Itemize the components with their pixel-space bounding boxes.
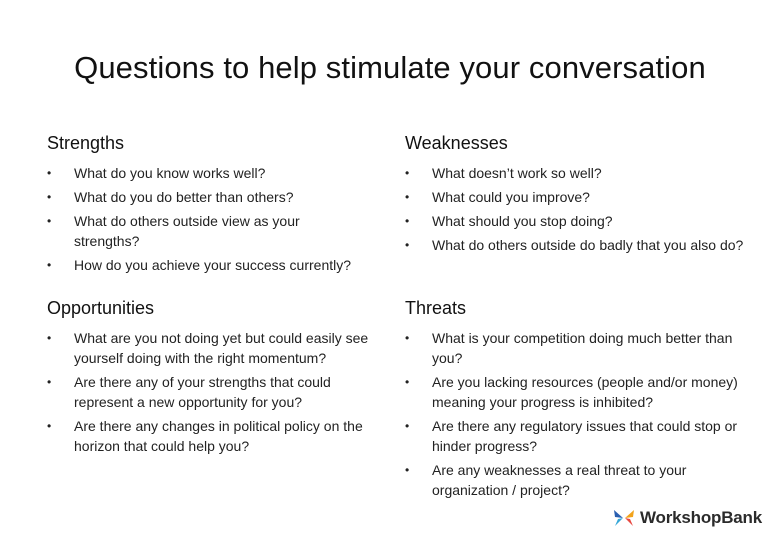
list-item-text: How do you achieve your success currently?: [74, 257, 352, 273]
list-item-text: What is your competition doing much better than you?: [432, 330, 733, 366]
list-item: [47, 211, 352, 251]
list-item-text: What do others outside view as your strengths?: [74, 213, 300, 249]
list-item: [405, 416, 745, 456]
list-item: [47, 163, 352, 183]
workshopbank-logo: [612, 508, 762, 528]
list-item: [405, 372, 745, 412]
bullet-icon: •: [47, 190, 52, 204]
list-item-text: Are you lacking resources (people and/or money) meaning your progress is inhibited?: [432, 374, 738, 410]
threats-section: [405, 297, 745, 504]
list-item-text: Are there any changes in political policy on the horizon that could help you?: [74, 418, 363, 454]
list-item-text: What do you know works well?: [74, 165, 266, 181]
list-item: [405, 460, 745, 500]
list-item: [47, 372, 372, 412]
list-item-text: Are there any regulatory issues that could stop or hinder progress?: [432, 418, 738, 454]
list-item: [405, 163, 745, 183]
list-item-text: What do others outside do badly that you also do?: [432, 237, 744, 253]
opportunities-list: [47, 328, 372, 456]
bullet-icon: •: [47, 331, 52, 345]
bullet-icon: •: [405, 238, 410, 252]
opportunities-section: [47, 297, 372, 460]
bullet-icon: •: [405, 214, 410, 228]
bullet-icon: •: [405, 463, 410, 477]
weaknesses-list: [405, 163, 745, 255]
bullet-icon: •: [405, 166, 410, 180]
list-item-text: What do you do better than others?: [74, 189, 294, 205]
page-title: Questions to help stimulate your conversation: [74, 50, 706, 85]
bullet-icon: •: [405, 190, 410, 204]
bullet-icon: •: [405, 331, 410, 345]
list-item-text: Are there any of your strengths that could represent a new opportunity for you?: [74, 374, 331, 410]
strengths-heading: Strengths: [47, 133, 125, 153]
weaknesses-heading: Weaknesses: [405, 133, 508, 153]
opportunities-heading: Opportunities: [47, 298, 155, 318]
list-item: [47, 255, 352, 275]
threats-list: [405, 328, 745, 500]
strengths-list: [47, 163, 352, 275]
list-item: [405, 235, 745, 255]
list-item-text: What could you improve?: [432, 189, 590, 205]
weaknesses-section: [405, 132, 745, 259]
bullet-icon: •: [47, 375, 52, 389]
list-item-text: What should you stop doing?: [432, 213, 613, 229]
list-item: [47, 187, 352, 207]
strengths-section: [47, 132, 352, 279]
bullet-icon: •: [47, 214, 52, 228]
list-item: [405, 328, 745, 368]
list-item-text: What doesn’t work so well?: [432, 165, 602, 181]
threats-heading: Threats: [405, 298, 467, 318]
bullet-icon: •: [47, 419, 52, 433]
list-item-text: Are any weaknesses a real threat to your organization / project?: [432, 462, 687, 498]
bullet-icon: •: [47, 166, 52, 180]
list-item: [405, 211, 745, 231]
logo-text: WorkshopBank: [640, 508, 762, 527]
list-item-text: What are you not doing yet but could easily see yourself doing with the right momentum?: [74, 330, 369, 366]
list-item: [47, 328, 372, 368]
butterfly-icon: [612, 508, 636, 528]
bullet-icon: •: [405, 375, 410, 389]
list-item: [47, 416, 372, 456]
list-item: [405, 187, 745, 207]
bullet-icon: •: [47, 258, 52, 272]
bullet-icon: •: [405, 419, 410, 433]
